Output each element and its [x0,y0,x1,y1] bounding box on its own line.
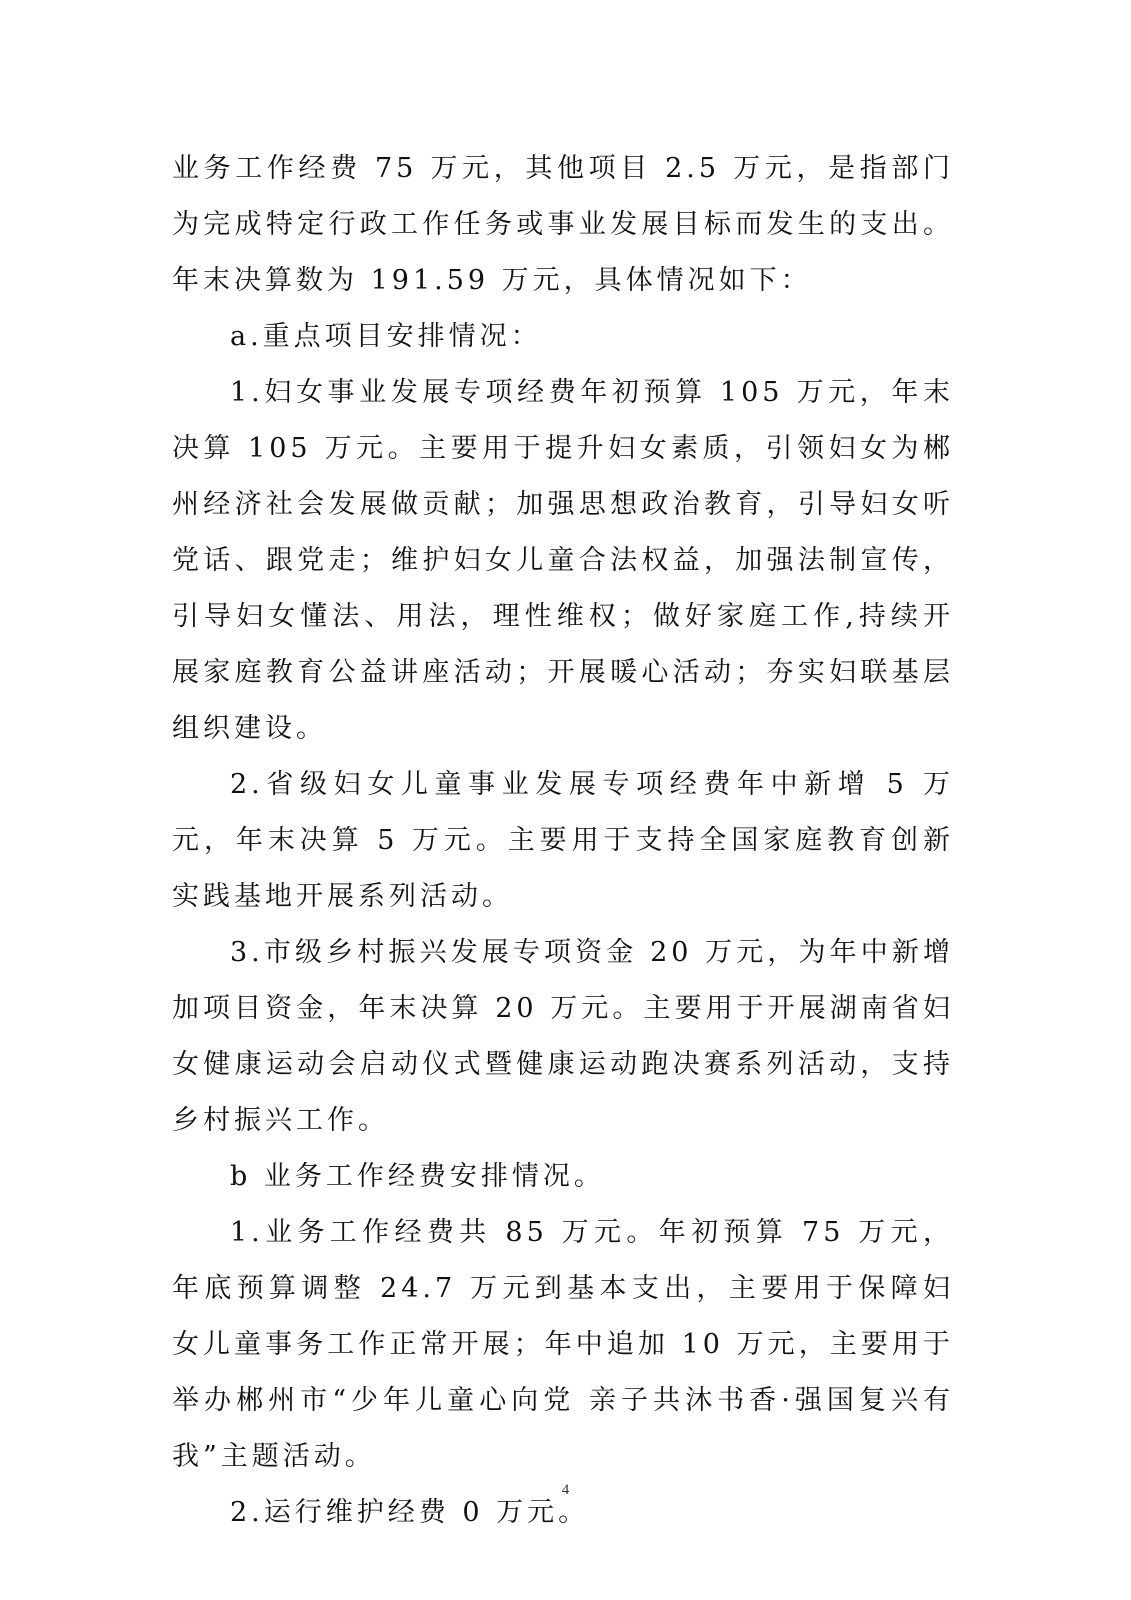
paragraph-business-funds-heading: b 业务工作经费安排情况。 [230,1161,605,1192]
paragraph-item-maintenance-funds: 2.运行维护经费 0 万元。 [230,1497,590,1528]
paragraph-item-rural-revitalization: 3.市级乡村振兴发展专项资金 20 万元，为年中新增加项目资金，年末决算 20 万元。主要用于开展湖南省妇女健康运动会启动仪式暨健康运动跑决赛系列活动，支持乡村振兴工作。 [172,937,954,1136]
paragraph-item-business-funds: 1.业务工作经费共 85 万元。年初预算 75 万元，年底预算调整 24.7 万元到基本支出，主要用于保障妇女儿童事务工作正常开展；年中追加 10 万元，主要用于举办郴州市“少年儿童心向党 亲子共沐书香·强国复兴有我”主题活动。 [172,1217,954,1472]
paragraph-item-provincial-fund: 2.省级妇女儿童事业发展专项经费年中新增 5 万元，年末决算 5 万元。主要用于支持全国家庭教育创新实践基地开展系列活动。 [172,769,954,912]
body-text [172,141,954,1541]
paragraph-key-projects-heading: a.重点项目安排情况： [230,321,542,352]
paragraph-item-women-development: 1.妇女事业发展专项经费年初预算 105 万元，年末决算 105 万元。主要用于提升妇女素质，引领妇女为郴州经济社会发展做贡献；加强思想政治教育，引导妇女听党话、跟党走；维护妇女儿童合法权益，加强法制宣传，引导妇女懂法、用法，理性维权；做好家庭工作,持续开展家庭教育公益讲座活动；开展暖心活动；夯实妇联基层组织建设。 [172,377,954,744]
paragraph-continuation: 业务工作经费 75 万元，其他项目 2.5 万元，是指部门为完成特定行政工作任务或事业发展目标而发生的支出。年末决算数为 191.59 万元，具体情况如下： [172,153,954,296]
page-number: 4 [561,1482,570,1498]
